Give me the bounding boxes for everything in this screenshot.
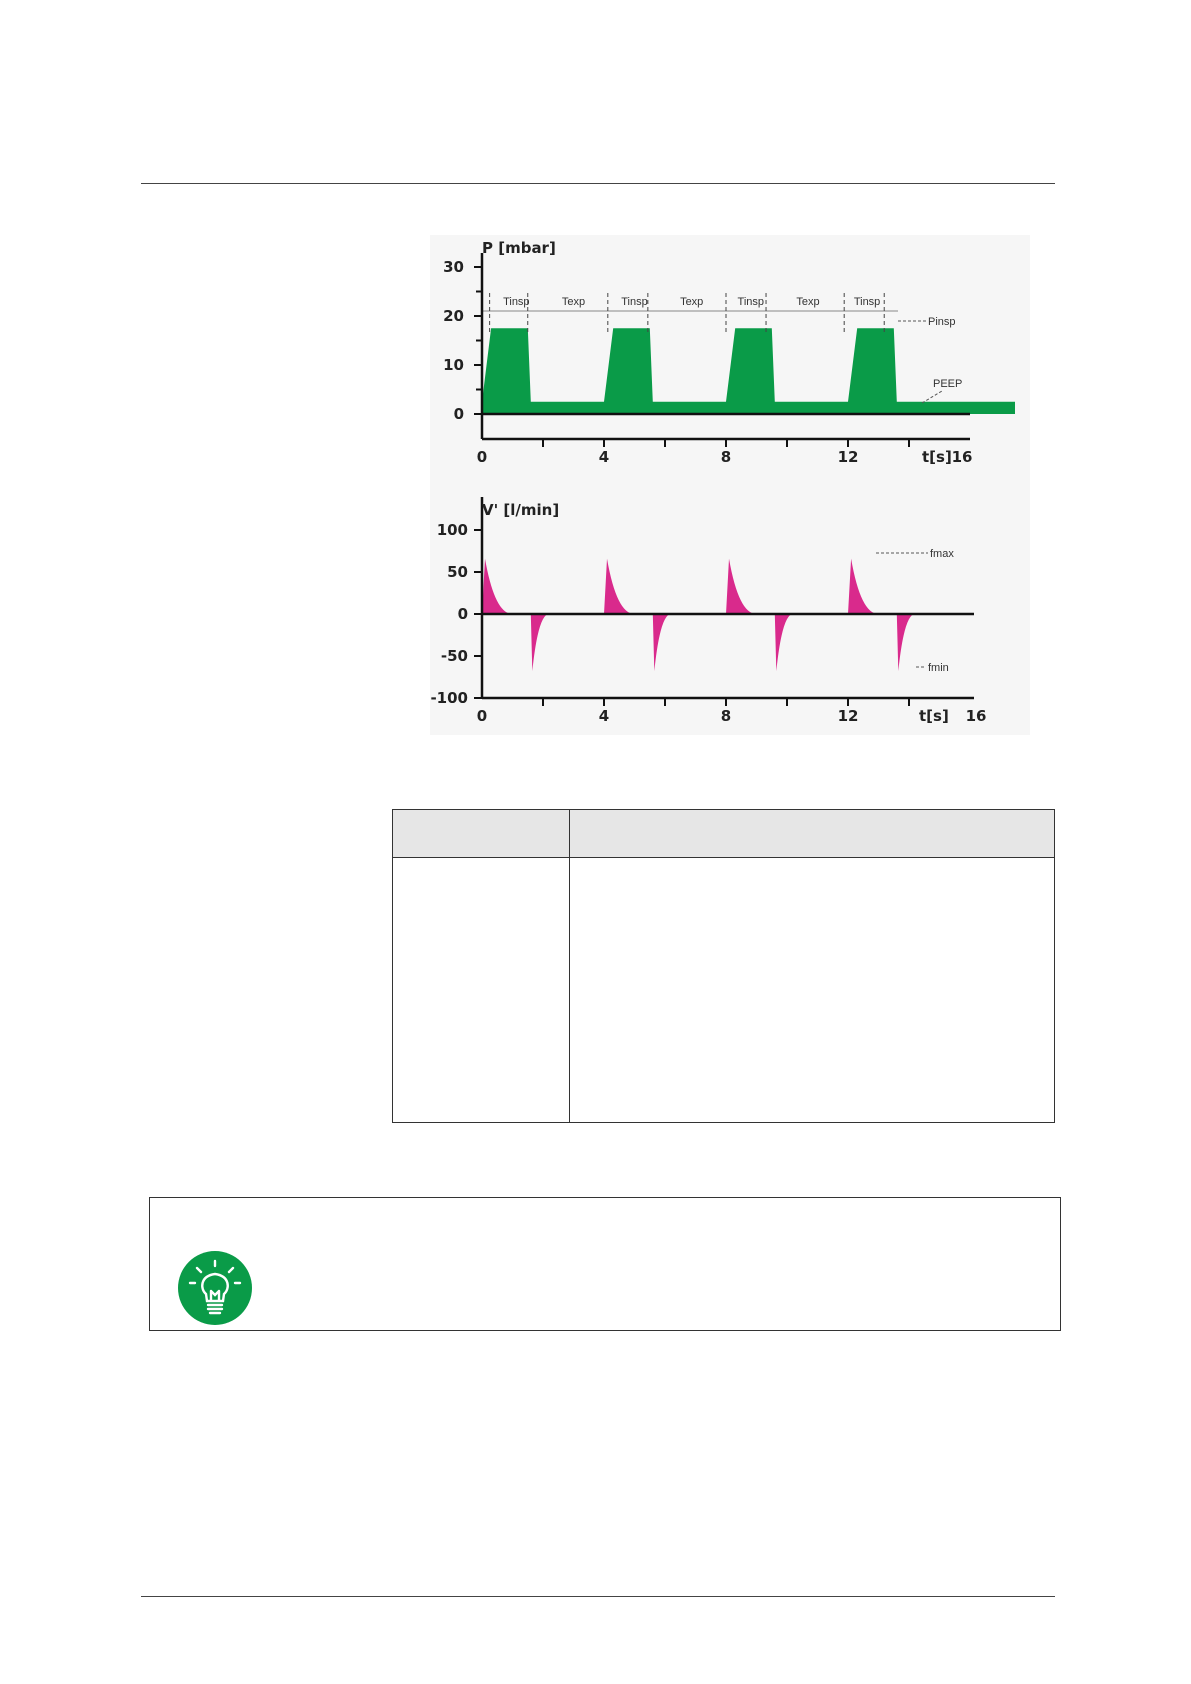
pressure-y-tick-label: 20 (443, 307, 464, 325)
flow-y-tick-label: 50 (447, 563, 468, 581)
pressure-x-tick-label: 4 (598, 448, 610, 466)
footer-rule (141, 1596, 1055, 1597)
flow-y-tick-label: 100 (436, 521, 468, 539)
pinsp-label: Pinsp (928, 316, 956, 328)
pressure-x-tick-label: 12 (837, 448, 859, 466)
fmin-label: fmin (928, 662, 949, 674)
tip-box (149, 1197, 1061, 1331)
flow-y-tick-label: -100 (430, 689, 468, 707)
phase-label: Texp (561, 296, 586, 308)
flow-y-tick-label: 0 (457, 605, 468, 623)
phase-label: Tinsp (621, 296, 648, 308)
flow-x-end-tick: 16 (965, 707, 987, 725)
pressure-x-tick-label: 0 (476, 448, 488, 466)
table-column-divider (569, 810, 570, 1122)
peep-label: PEEP (933, 378, 963, 390)
flow-x-tick-label: 12 (837, 707, 859, 725)
pressure-y-tick-label: 30 (443, 258, 464, 276)
table-header-row (393, 810, 1054, 858)
pressure-x-tick-label: 8 (720, 448, 732, 466)
pressure-x-end-label: t[s] (922, 448, 952, 466)
lightbulb-icon (178, 1251, 252, 1325)
phase-label: Tinsp (853, 296, 881, 308)
phase-label: Tinsp (737, 296, 765, 308)
waveform-figure (430, 235, 1030, 735)
fmax-label: fmax (930, 548, 954, 560)
pressure-y-tick-label: 0 (453, 405, 464, 423)
flow-x-end-label: t[s] (919, 707, 949, 725)
flow-axis-title: V' [l/min] (482, 501, 560, 519)
pressure-axis-title: P [mbar] (482, 239, 556, 257)
phase-label: Texp (796, 296, 820, 308)
phase-label: Tinsp (503, 296, 530, 308)
flow-x-tick-label: 4 (598, 707, 610, 725)
header-rule (141, 183, 1055, 184)
flow-y-tick-label: -50 (440, 647, 468, 665)
parameter-table (392, 809, 1055, 1123)
pressure-y-tick-label: 10 (443, 356, 464, 374)
pressure-x-end-tick: 16 (951, 448, 973, 466)
flow-x-tick-label: 0 (476, 707, 488, 725)
phase-label: Texp (680, 296, 704, 308)
flow-x-tick-label: 8 (720, 707, 732, 725)
